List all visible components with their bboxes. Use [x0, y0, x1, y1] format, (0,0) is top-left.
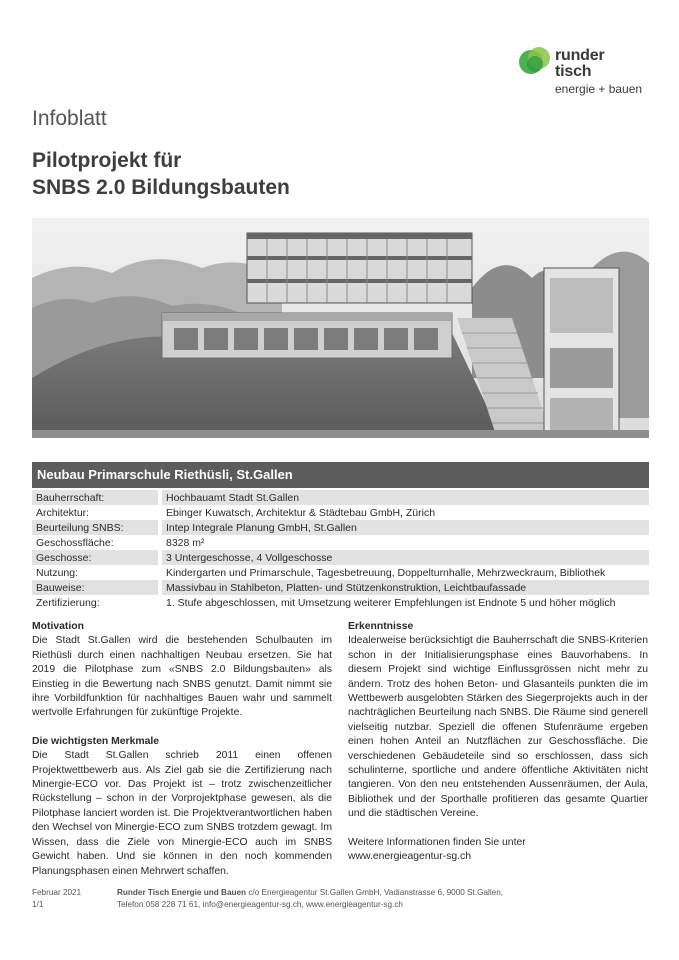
footer-org: Runder Tisch Energie und Bauen — [117, 888, 247, 897]
fact-label: Geschosse: — [32, 550, 158, 565]
fact-label: Bauweise: — [32, 580, 158, 595]
footer-page: 1/1 — [32, 899, 44, 909]
fact-label: Zertifizierung: — [32, 595, 158, 610]
fact-label: Nutzung: — [32, 565, 158, 580]
table-row — [32, 595, 649, 610]
fact-label: Geschossfläche: — [32, 535, 158, 550]
insights-text: Idealerweise berücksichtigt die Bauherrschaft die SNBS-Kriterien schon in der Initialisierungsphase eines Bauvorhabens. In diesem Projekt sind wichtige Einflussgrössen nicht mehr zu ändern. Trotz des hohen Beton- und Glasanteils punkten die im Wettbewerb ausgelobten Stärken des Siegerprojekts auch in der nachträglichen Beurteilung nach SNBS. Die Räume sind generell vielseitig nutzbar. Speziell die offenen Stufenräume ergeben einen hohen Anteil an Nutzflächen zur Geschossfläche. Die verschiedenen Gebäudeteile sind so erschlossen, dass sich schulinterne, sportliche und andere öffentliche Aktivitäten nicht tangieren. Von den neu entstehenden Aussenräumen, der Aula, Bibliothek und der Sporthalle profitieren das gesamte Quartier und die städtischen Vereine. — [348, 635, 648, 820]
fact-label: Beurteilung SNBS: — [32, 520, 158, 535]
fact-value: Massivbau in Stahlbeton, Platten- und Stützenkonstruktion, Leichtbaufassade — [162, 580, 649, 595]
more-info-label: Weitere Informationen finden Sie unter — [348, 836, 526, 848]
logo-line-3: energie + bauen — [555, 82, 643, 96]
left-column — [32, 620, 332, 879]
fact-value: Hochbauamt Stadt St.Gallen — [162, 490, 649, 505]
fact-value: 1. Stufe abgeschlossen, mit Umsetzung weiterer Empfehlungen ist Endnote 5 und höher möglich — [162, 595, 649, 610]
building-rendering-image — [32, 218, 649, 438]
motivation-heading: Motivation — [32, 621, 84, 632]
table-row — [32, 520, 649, 535]
table-row — [32, 535, 649, 550]
fact-value: 3 Untergeschosse, 4 Vollgeschosse — [162, 550, 649, 565]
table-row — [32, 490, 649, 505]
table-row — [32, 550, 649, 565]
footer-contact: Telefon 058 228 71 61, info@energieagentur-sg.ch, www.energieagentur-sg.ch — [117, 899, 403, 909]
logo-line-1: runder — [555, 47, 605, 64]
more-info-link[interactable]: www.energieagentur-sg.ch — [348, 851, 472, 863]
footer-address-line — [117, 887, 503, 899]
page-title — [32, 147, 290, 201]
fact-value: Intep Integrale Planung GmbH, St.Gallen — [162, 520, 649, 535]
footer-date: Februar 2021 — [32, 888, 82, 897]
logo-circles-icon — [517, 44, 553, 80]
right-column — [348, 620, 648, 865]
fact-value: Ebinger Kuwatsch, Architektur & Städtebau GmbH, Zürich — [162, 505, 649, 520]
project-heading: Neubau Primarschule Riethüsli, St.Gallen — [32, 462, 649, 488]
more-info — [348, 836, 648, 865]
title-line-1: Pilotprojekt für — [32, 149, 182, 172]
motivation-text: Die Stadt St.Gallen wird die bestehenden Schulbauten im Riethüsli durch einen nachhaltigen Neubau ersetzen. Sie hat 2019 die Pilotphase zum «SNBS 2.0 Bildungsbauten» als Einstieg in die Bewertung nach SNBS genutzt. Damit nimmt sie ihre Vorbildfunktion für nachhaltiges Bauen wahr und sammelt wertvolle Erfahrungen für zukünftige Projekte. — [32, 635, 332, 719]
features-heading: Die wichtigsten Merkmale — [32, 735, 160, 747]
document-type: Infoblatt — [32, 107, 107, 130]
table-row — [32, 565, 649, 580]
table-row — [32, 580, 649, 595]
fact-value: Kindergarten und Primarschule, Tagesbetreuung, Doppelturnhalle, Mehrzweckraum, Bibliothek — [162, 565, 649, 580]
logo-line-2: tisch — [555, 63, 592, 80]
logo — [517, 42, 657, 102]
fact-label: Bauherrschaft: — [32, 490, 158, 505]
fact-label: Architektur: — [32, 505, 158, 520]
footer-address: c/o Energieagentur St.Gallen GmbH, Vadianstrasse 6, 9000 St.Gallen, — [246, 888, 504, 897]
features-text: Die Stadt St.Gallen schrieb 2011 einen offenen Projektwettbewerb aus. Als Ziel gab sie die Zertifizierung nach Minergie-ECO vor. Das Projekt ist – trotz zwischenzeitlicher Rückstellung – schon in der Vorprojektphase gewesen, als die Pilotphase lanciert worden ist. Die Projektverantwortlichen haben den Wechsel von Minergie-ECO zum SNBS trotzdem gewagt. Im Wissen, dass die Ziele von Minergie-ECO auch im SNBS Gewicht haben. Und sie können in den noch kommenden Planungsphasen einen Mehrwert schaffen. — [32, 750, 332, 877]
insights-heading: Erkenntnisse — [348, 621, 414, 632]
table-row — [32, 505, 649, 520]
fact-value: 8328 m² — [162, 535, 649, 550]
project-facts-table — [32, 490, 649, 610]
title-line-2: SNBS 2.0 Bildungsbauten — [32, 176, 290, 199]
